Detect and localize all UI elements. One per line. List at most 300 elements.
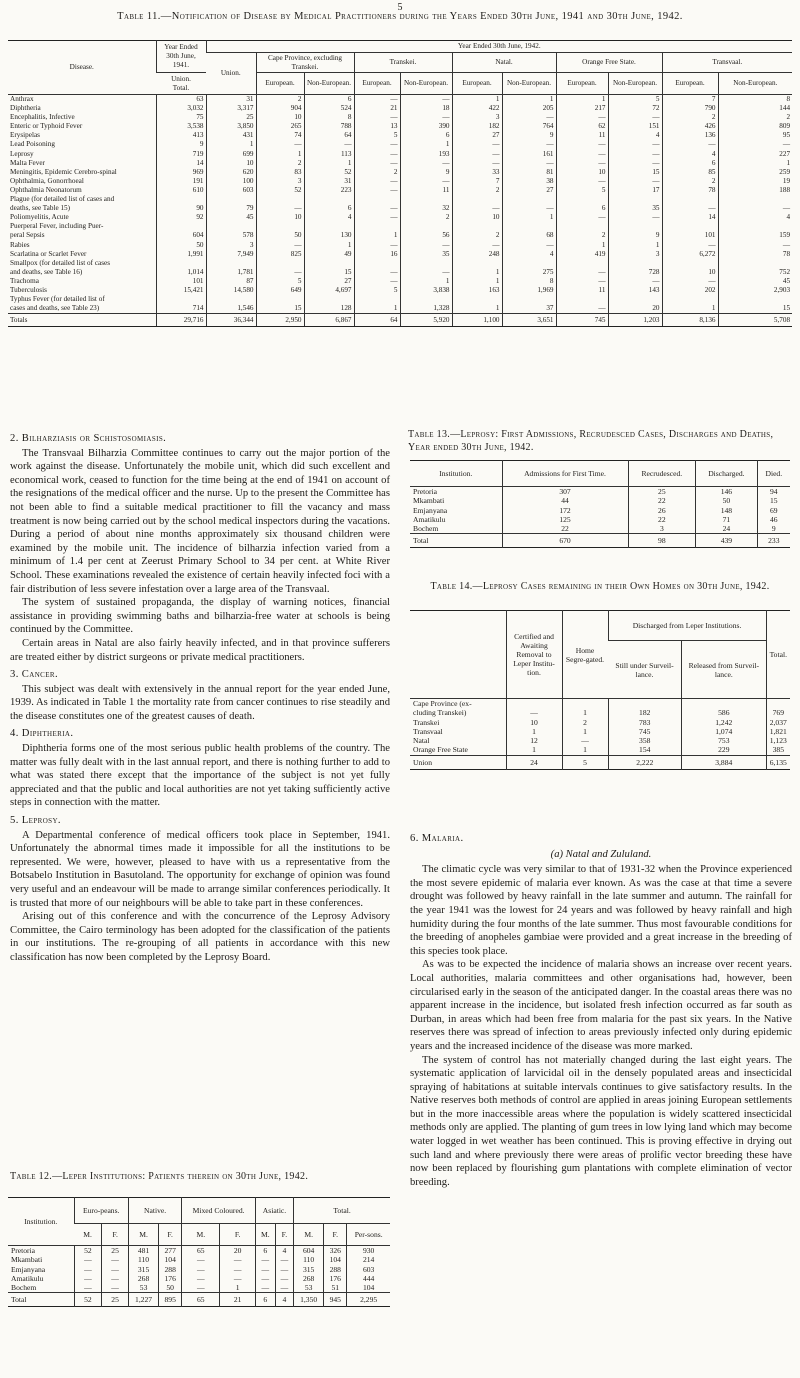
row-label: Bochem bbox=[11, 1283, 37, 1293]
table-cell: 3 bbox=[256, 177, 304, 186]
table-cell: 6,272 bbox=[662, 250, 718, 259]
disease-name: Diphtheria bbox=[10, 104, 41, 113]
table-cell: 788 bbox=[304, 122, 354, 131]
table-cell: 1 bbox=[562, 727, 608, 736]
table-cell: 163 bbox=[452, 286, 502, 295]
table-cell: 9 bbox=[156, 140, 206, 149]
table-cell: 144 bbox=[718, 104, 792, 113]
table12-body bbox=[8, 1246, 390, 1307]
table-cell: — bbox=[255, 1274, 275, 1283]
table-cell: — bbox=[506, 708, 562, 717]
table-cell bbox=[662, 222, 718, 231]
table-cell: 385 bbox=[766, 745, 790, 755]
f-header: F. bbox=[275, 1224, 293, 1246]
table-cell: — bbox=[608, 277, 662, 286]
row-label: Orange Free State bbox=[413, 745, 468, 755]
table-cell bbox=[556, 222, 608, 231]
table14-body bbox=[410, 699, 790, 770]
total-cell: 233 bbox=[757, 534, 790, 548]
table-cell bbox=[452, 259, 502, 268]
f-header: F. bbox=[102, 1224, 129, 1246]
table-cell: 275 bbox=[502, 268, 556, 277]
table-cell: 11 bbox=[556, 286, 608, 295]
table-cell: 699 bbox=[206, 150, 256, 159]
table-cell: 5 bbox=[556, 186, 608, 195]
table11-disease-notifications bbox=[8, 40, 792, 327]
table-cell: 49 bbox=[304, 250, 354, 259]
table13-body bbox=[410, 487, 790, 548]
table-cell: 1,074 bbox=[682, 727, 767, 736]
table-cell: 3,032 bbox=[156, 104, 206, 113]
table-cell: 136 bbox=[662, 131, 718, 140]
paragraph: The system of sustained propaganda, the display of warning notices, financial assistance in providing swimming baths and bilharzia-free water at schools is being continued by the Committee. bbox=[10, 597, 390, 636]
table-cell: — bbox=[182, 1255, 220, 1264]
row-label: Amatikulu bbox=[413, 514, 446, 524]
table-cell bbox=[718, 259, 792, 268]
table-cell: — bbox=[182, 1265, 220, 1274]
table-row bbox=[410, 496, 790, 505]
table-cell: — bbox=[502, 241, 556, 250]
table-row bbox=[8, 1274, 390, 1283]
table-cell: — bbox=[400, 241, 452, 250]
table-cell: 1 bbox=[304, 241, 354, 250]
disease-name: and deaths, see Table 16) bbox=[10, 267, 83, 276]
discharged-header: Discharged. bbox=[696, 461, 757, 487]
disease-name: Enteric or Typhoid Fever bbox=[10, 122, 83, 131]
table-cell: 6 bbox=[304, 95, 354, 105]
total-cell: 5,708 bbox=[718, 314, 792, 327]
totals-label: Totals bbox=[8, 314, 156, 327]
table-cell bbox=[304, 295, 354, 304]
table-cell: 62 bbox=[556, 122, 608, 131]
table-cell: 3 bbox=[206, 241, 256, 250]
cape-header: Cape Province, excluding Transkei. bbox=[256, 53, 354, 73]
natal-header: Natal. bbox=[452, 53, 556, 73]
table-cell: 4 bbox=[304, 213, 354, 222]
table-cell: — bbox=[556, 159, 608, 168]
table-cell: 9 bbox=[400, 168, 452, 177]
table-cell: 10 bbox=[556, 168, 608, 177]
table-cell: — bbox=[608, 159, 662, 168]
table-cell: — bbox=[74, 1265, 102, 1274]
disease-name: peral Sepsis bbox=[10, 231, 45, 240]
table-cell: — bbox=[400, 268, 452, 277]
table-cell: 288 bbox=[159, 1265, 182, 1274]
disease-header: Disease. bbox=[8, 41, 156, 95]
table-cell: — bbox=[255, 1283, 275, 1293]
non-european-header: Non-European. bbox=[400, 73, 452, 95]
table-cell: — bbox=[354, 113, 400, 122]
table-cell: — bbox=[608, 177, 662, 186]
total-cell: 3,651 bbox=[502, 314, 556, 327]
total-row bbox=[410, 755, 790, 769]
table-cell: 604 bbox=[294, 1246, 324, 1256]
table-cell: 64 bbox=[304, 131, 354, 140]
table-cell: 1 bbox=[354, 231, 400, 240]
table-cell: 390 bbox=[400, 122, 452, 131]
year-1941-header: Year Ended 30th June, 1941. bbox=[156, 41, 206, 73]
table-cell: 578 bbox=[206, 231, 256, 240]
table-row bbox=[8, 250, 792, 259]
table-cell: 277 bbox=[159, 1246, 182, 1256]
table-cell: 35 bbox=[608, 204, 662, 213]
table-cell: 1,546 bbox=[206, 304, 256, 314]
table-cell: 143 bbox=[608, 286, 662, 295]
table-cell bbox=[608, 295, 662, 304]
total-cell: 29,716 bbox=[156, 314, 206, 327]
table-cell: 444 bbox=[347, 1274, 390, 1283]
table-cell bbox=[206, 195, 256, 204]
table-cell: 113 bbox=[304, 150, 354, 159]
table-cell: 176 bbox=[324, 1274, 347, 1283]
table-cell: — bbox=[182, 1274, 220, 1283]
table-cell: 94 bbox=[757, 487, 790, 497]
table-row bbox=[8, 231, 792, 240]
table-cell: — bbox=[354, 140, 400, 149]
table-row bbox=[8, 295, 792, 304]
table-cell: 752 bbox=[718, 268, 792, 277]
europeans-header: Euro-peans. bbox=[74, 1198, 128, 1224]
still-under-surveillance-header: Still under Surveil-lance. bbox=[608, 641, 682, 699]
left-column bbox=[10, 428, 390, 965]
table-cell: — bbox=[502, 159, 556, 168]
table-cell: — bbox=[662, 204, 718, 213]
table-cell: 8 bbox=[304, 113, 354, 122]
european-header: European. bbox=[354, 73, 400, 95]
table-cell bbox=[400, 259, 452, 268]
table-cell bbox=[502, 259, 556, 268]
table-cell: — bbox=[452, 204, 502, 213]
total-cell: 25 bbox=[102, 1293, 129, 1307]
table-cell: — bbox=[275, 1283, 293, 1293]
table-cell: — bbox=[275, 1255, 293, 1264]
table-cell: 50 bbox=[159, 1283, 182, 1293]
released-header: Released from Surveil-lance. bbox=[682, 641, 767, 699]
table-row bbox=[410, 745, 790, 755]
table-cell: 1 bbox=[718, 159, 792, 168]
total-cell: 5 bbox=[562, 755, 608, 769]
table-cell: 2 bbox=[718, 113, 792, 122]
institution-header: Institution. bbox=[410, 461, 502, 487]
table-cell: — bbox=[74, 1255, 102, 1264]
m-header: M. bbox=[255, 1224, 275, 1246]
table-cell: 1 bbox=[662, 304, 718, 314]
disease-name: Typhus Fever (for detailed list of bbox=[10, 295, 105, 304]
table-cell: 26 bbox=[628, 506, 696, 515]
table-cell: — bbox=[354, 268, 400, 277]
european-header: European. bbox=[256, 73, 304, 95]
disease-name: cases and deaths, see Table 23) bbox=[10, 304, 100, 313]
table-row bbox=[410, 524, 790, 534]
table-cell bbox=[718, 195, 792, 204]
disease-name: Puerperal Fever, including Puer- bbox=[10, 222, 104, 231]
disease-name: Malta Fever bbox=[10, 158, 45, 167]
table-cell: 101 bbox=[156, 277, 206, 286]
table-cell: 1,781 bbox=[206, 268, 256, 277]
table-cell: 1 bbox=[400, 277, 452, 286]
admissions-header: Admissions for First Time. bbox=[502, 461, 628, 487]
table-cell: 764 bbox=[502, 122, 556, 131]
table-cell: 11 bbox=[556, 131, 608, 140]
paragraph: This subject was dealt with extensively in the annual report for the year ended June, 1939. As indicated in Table 1 the mortality rate from cancer continues to rise steadily and the disease constitutes one of the greatest causes of death. bbox=[10, 683, 390, 722]
table-cell: — bbox=[400, 177, 452, 186]
table-cell: 15 bbox=[757, 496, 790, 505]
table-cell bbox=[608, 699, 682, 709]
disease-name: Encephalitis, Infective bbox=[10, 113, 75, 122]
m-header: M. bbox=[182, 1224, 220, 1246]
table-cell: 1 bbox=[354, 304, 400, 314]
table-cell: — bbox=[400, 95, 452, 105]
table-row bbox=[8, 122, 792, 131]
table-cell: — bbox=[556, 277, 608, 286]
disease-name: Trachoma bbox=[10, 276, 39, 285]
table-cell: 27 bbox=[304, 277, 354, 286]
table12-leper-institutions bbox=[8, 1197, 390, 1307]
table-cell: 32 bbox=[400, 204, 452, 213]
table13-title: Table 13.—Leprosy: First Admissions, Recrudesced Cases, Discharges and Deaths, Year ended 30th June, 1942. bbox=[408, 429, 774, 453]
table-cell: 1 bbox=[506, 745, 562, 755]
table12-title: Table 12.—Leper Institutions: Patients therein on 30th June, 1942. bbox=[10, 1171, 309, 1182]
table-cell: — bbox=[275, 1265, 293, 1274]
table-row bbox=[8, 268, 792, 277]
table-cell: 75 bbox=[156, 113, 206, 122]
table-cell: 22 bbox=[628, 496, 696, 505]
persons-header: Per-sons. bbox=[347, 1224, 390, 1246]
table-cell bbox=[506, 699, 562, 709]
table-cell: 110 bbox=[294, 1255, 324, 1264]
disease-name: deaths, see Table 15) bbox=[10, 204, 71, 213]
table-row bbox=[8, 113, 792, 122]
table-row bbox=[8, 1265, 390, 1274]
m-header: M. bbox=[74, 1224, 102, 1246]
table-cell: 620 bbox=[206, 168, 256, 177]
total-cell: 64 bbox=[354, 314, 400, 327]
f-header: F. bbox=[159, 1224, 182, 1246]
table-cell: 35 bbox=[400, 250, 452, 259]
table-cell: 930 bbox=[347, 1246, 390, 1256]
table-cell: 753 bbox=[682, 736, 767, 745]
table-cell: 1 bbox=[452, 277, 502, 286]
table-cell: 148 bbox=[696, 506, 757, 515]
table-row bbox=[8, 186, 792, 195]
table-cell: — bbox=[452, 241, 502, 250]
table-cell: 1,014 bbox=[156, 268, 206, 277]
f-header: F. bbox=[220, 1224, 256, 1246]
table-cell: — bbox=[556, 113, 608, 122]
table-cell: 15 bbox=[608, 168, 662, 177]
table-cell: 2,037 bbox=[766, 718, 790, 727]
table-cell: 95 bbox=[718, 131, 792, 140]
table-cell: 248 bbox=[452, 250, 502, 259]
table-cell: 1 bbox=[256, 150, 304, 159]
table-cell bbox=[256, 259, 304, 268]
table-cell: 728 bbox=[608, 268, 662, 277]
table-row bbox=[8, 150, 792, 159]
table-cell: 22 bbox=[502, 524, 628, 534]
table-cell: 37 bbox=[502, 304, 556, 314]
table-cell: 13 bbox=[354, 122, 400, 131]
table-row bbox=[8, 195, 792, 204]
table-row bbox=[410, 708, 790, 717]
table-cell: 217 bbox=[556, 104, 608, 113]
table-cell: — bbox=[662, 140, 718, 149]
table-cell: 56 bbox=[400, 231, 452, 240]
table-cell: 31 bbox=[304, 177, 354, 186]
table-cell: — bbox=[400, 159, 452, 168]
row-label: Cape Province (ex- bbox=[413, 699, 472, 708]
table-cell bbox=[662, 295, 718, 304]
table-cell bbox=[556, 195, 608, 204]
totals-row bbox=[8, 314, 792, 327]
table-cell: 1,821 bbox=[766, 727, 790, 736]
table-row bbox=[410, 487, 790, 497]
table-cell: 161 bbox=[502, 150, 556, 159]
total-cell: 21 bbox=[220, 1293, 256, 1307]
table-cell: 182 bbox=[608, 708, 682, 717]
total-cell: 2,950 bbox=[256, 314, 304, 327]
table-cell: 2 bbox=[354, 168, 400, 177]
table-cell bbox=[400, 222, 452, 231]
paragraph: The Transvaal Bilharzia Committee continues to carry out the major portion of the work against the disease. Unfortunately the mobile unit, which did such excellent and economical work, ceased to function for the time being at the end of 1941 on account of the resignations of the medical officer and the nurse. Up to the present the Committee has not been able to find a suitable medical practitioner to fill the vacancy and mass treatment is now being carried out by the school medical inspectors during the vacations. During a period of about nine months approximately six thousand children were examined by the mobile unit. The incidence of bilharzia infection varied from a minimum of 1.4 per cent at Zeerust Primary School to 34 per cent. at White River School. These examinations revealed the existence of certain heavily infected foci with a fair distribution of less severe infestation over a large area of the Transvaal. bbox=[10, 447, 390, 595]
table-cell: — bbox=[102, 1265, 129, 1274]
table-cell: 2 bbox=[662, 113, 718, 122]
table-cell: 223 bbox=[304, 186, 354, 195]
table-cell: 159 bbox=[718, 231, 792, 240]
table-cell: 1 bbox=[562, 745, 608, 755]
section-malaria-heading: 6. Malaria. bbox=[410, 833, 464, 844]
table-cell: 50 bbox=[696, 496, 757, 505]
table-cell: 3,838 bbox=[400, 286, 452, 295]
table-cell bbox=[502, 195, 556, 204]
table-cell: 2 bbox=[452, 231, 502, 240]
table-cell: 3 bbox=[608, 250, 662, 259]
table-row bbox=[8, 213, 792, 222]
table-cell: 1 bbox=[502, 95, 556, 105]
table-cell bbox=[718, 222, 792, 231]
table-cell bbox=[156, 195, 206, 204]
table-cell: 2 bbox=[662, 177, 718, 186]
table-cell: 4,697 bbox=[304, 286, 354, 295]
table-cell: 8 bbox=[718, 95, 792, 105]
table-cell: — bbox=[275, 1274, 293, 1283]
table-cell: 2,903 bbox=[718, 286, 792, 295]
table-cell: 15 bbox=[718, 304, 792, 314]
table-cell bbox=[556, 259, 608, 268]
m-header: M. bbox=[294, 1224, 324, 1246]
table-cell bbox=[206, 222, 256, 231]
discharged-header: Discharged from Leper Institutions. bbox=[608, 611, 766, 641]
disease-name: Tuberculosis bbox=[10, 285, 47, 294]
table-cell: 17 bbox=[608, 186, 662, 195]
disease-name: Scarlatina or Scarlet Fever bbox=[10, 249, 87, 258]
table-cell: 65 bbox=[182, 1246, 220, 1256]
table-cell: 2 bbox=[452, 186, 502, 195]
table-cell: 809 bbox=[718, 122, 792, 131]
table-cell: 6 bbox=[255, 1246, 275, 1256]
table-cell: 202 bbox=[662, 286, 718, 295]
total-cell: 1,100 bbox=[452, 314, 502, 327]
table-cell: 268 bbox=[128, 1274, 158, 1283]
table-cell: 1 bbox=[452, 268, 502, 277]
table-cell: 904 bbox=[256, 104, 304, 113]
table-cell: 9 bbox=[502, 131, 556, 140]
paragraph: Diphtheria forms one of the most serious public health problems of the country. The matter was fully dealt with in the last annual report, and there is nothing further to add to what was stated there except that the importance of the subject is not yet fully appreciated and that the public and local authorities are not yet taking sufficiently active steps in connection with the matter. bbox=[10, 743, 390, 809]
table11-title: Table 11.—Notification of Disease by Medical Practitioners during the Years Ended 30th June, 1941 and 30th June, 1942. bbox=[117, 11, 683, 22]
total-cell: 670 bbox=[502, 534, 628, 548]
table14-title: Table 14.—Leprosy Cases remaining in their Own Homes on 30th June, 1942. bbox=[430, 581, 770, 592]
table-cell: 128 bbox=[304, 304, 354, 314]
total-cell: 2,222 bbox=[608, 755, 682, 769]
row-label: Transkei bbox=[413, 717, 440, 727]
table-cell: 3,538 bbox=[156, 122, 206, 131]
table-cell bbox=[400, 295, 452, 304]
table-cell: — bbox=[256, 241, 304, 250]
table-row bbox=[8, 304, 792, 314]
row-label: Emjanyana bbox=[413, 505, 448, 515]
table-cell: 1 bbox=[556, 241, 608, 250]
total-row bbox=[8, 1293, 390, 1307]
non-european-header: Non-European. bbox=[718, 73, 792, 95]
section-leprosy-heading: 5. Leprosy. bbox=[10, 815, 61, 827]
table-cell: 10 bbox=[452, 213, 502, 222]
table-cell: — bbox=[102, 1255, 129, 1264]
table-cell: — bbox=[556, 268, 608, 277]
row-label: Mkambati bbox=[413, 496, 445, 506]
table-cell: 87 bbox=[206, 277, 256, 286]
european-header: European. bbox=[556, 73, 608, 95]
table-cell: 7,949 bbox=[206, 250, 256, 259]
table-cell: 71 bbox=[696, 515, 757, 524]
table-cell: 79 bbox=[206, 204, 256, 213]
table-cell: 193 bbox=[400, 150, 452, 159]
table-cell: — bbox=[608, 213, 662, 222]
table-cell: 4 bbox=[502, 250, 556, 259]
table-cell: 603 bbox=[206, 186, 256, 195]
table-row bbox=[8, 1246, 390, 1256]
table-cell: 6 bbox=[662, 159, 718, 168]
table-cell: 27 bbox=[502, 186, 556, 195]
table-cell: 46 bbox=[757, 515, 790, 524]
mixed-coloured-header: Mixed Coloured. bbox=[182, 1198, 256, 1224]
table-cell: 326 bbox=[324, 1246, 347, 1256]
transvaal-header: Transvaal. bbox=[662, 53, 792, 73]
table-cell: 268 bbox=[294, 1274, 324, 1283]
row-label: cluding Transkei) bbox=[413, 708, 467, 718]
table-cell: — bbox=[452, 159, 502, 168]
table-cell: 2 bbox=[400, 213, 452, 222]
table-cell: 1 bbox=[400, 140, 452, 149]
table-cell: 25 bbox=[102, 1246, 129, 1256]
table-cell: 20 bbox=[608, 304, 662, 314]
table-cell: — bbox=[182, 1283, 220, 1293]
non-european-header: Non-European. bbox=[608, 73, 662, 95]
table-cell: 1,328 bbox=[400, 304, 452, 314]
row-label: Pretoria bbox=[11, 1246, 36, 1255]
paragraph: The system of control has not materially changed during the last eight years. The systematic application of larvicidal oil in the densely populated areas and insecticidal spraying of habitations at suitable intervals continues to give satisfactory results. In the Native reserves both methods of control are applied in areas joining European settlements but in the more inaccessible areas where the population is widely scattered insecticidal methods only are applied. The planting of gum trees in low lying land which may become water logged in wet weather has been continued. This is proving effective in drying out such land and where previously there were areas of prolific vector breeding these have now been replaced by flourishing gum plantations with complete elimination of vector breeding. bbox=[410, 1054, 792, 1188]
table-cell: 8 bbox=[502, 277, 556, 286]
table-cell: — bbox=[220, 1274, 256, 1283]
table-cell: 188 bbox=[718, 186, 792, 195]
table14-leprosy-homes bbox=[410, 610, 790, 770]
table-cell: — bbox=[556, 304, 608, 314]
total-cell: 6,135 bbox=[766, 755, 790, 769]
total-cell: 3,884 bbox=[682, 755, 767, 769]
paragraph: Arising out of this conference and with the concurrence of the Leprosy Advisory Committee, the Cairo terminology has been adopted for the classification of the patients in our institutions. The re-grouping of all patients in accordance with this new classification has now been completed by the Leprosy Board. bbox=[10, 911, 390, 963]
table-cell: 783 bbox=[608, 718, 682, 727]
table-cell: 714 bbox=[156, 304, 206, 314]
non-european-header: Non-European. bbox=[502, 73, 556, 95]
table-cell: 18 bbox=[400, 104, 452, 113]
